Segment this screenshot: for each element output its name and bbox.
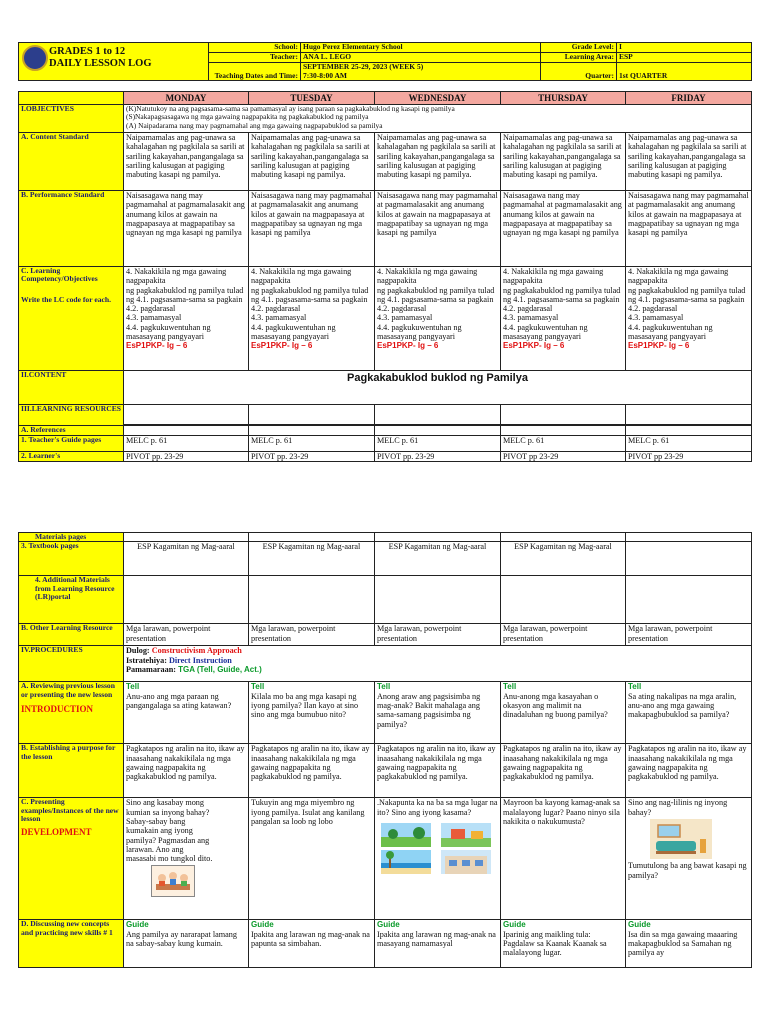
competency-line: 4.3. pamamasyal [251, 313, 307, 323]
review-label: A. Reviewing previous lesson or presenting the new lesson [21, 681, 115, 699]
tg-wed: MELC p. 61 [375, 436, 501, 452]
performance-standard-thu: Naisasagawa nang may pagmamahal at pagmamalasakit ang anumang kilos at gawain na magpapasaya at magpapatibay sa ugnayan ng mga kasapi ng pamilya [501, 191, 626, 267]
lc-code: EsP1PKP- Ig – 6 [126, 341, 188, 351]
review-tue [249, 682, 375, 744]
dates-label: Teaching Dates and Time: [209, 63, 301, 81]
dulog-label: Dulog: [126, 646, 150, 656]
guide-tag: Guide [251, 920, 274, 930]
tg-fri: MELC p. 61 [626, 436, 752, 452]
review-fri [626, 682, 752, 744]
competency-line: 4.4. pagkukuwentuhan ng masasayang pangyayari [628, 322, 713, 342]
competency-wed [375, 267, 501, 371]
additional-label: 4. Additional Materials from Learning Resource (LR)portal [19, 576, 124, 624]
lm-label-cont: Materials pages [19, 533, 124, 542]
quarter-value: 1st QUARTER [617, 63, 752, 81]
pamamaraan-value: TGA (Tell, Guide, Act.) [178, 665, 262, 674]
review-text: Kilala mo ba ang mga kasapi ng iyong pamilya? Ilan kayo at sino sino ang mga bumubuo nito? [251, 691, 359, 720]
presenting-text: .Nakapunta ka na ba sa mga lugar na ito? Sino ang iyong kasama? [377, 798, 498, 817]
purpose-tue: Pagkatapos ng aralin na ito, ikaw ay inaasahang nakakikilala ng mga gawaing nagpapakita ng pagkakabuklod ng pamilya. [249, 744, 375, 798]
other-thu: Mga larawan, powerpoint presentation [501, 624, 626, 646]
purpose-wed: Pagkatapos ng aralin na ito, ikaw ay inaasahang nakakikilala ng mga gawaing nagpapakita ng pagkakabuklod ng pamilya. [375, 744, 501, 798]
review-label-cell [19, 682, 124, 744]
other-mon: Mga larawan, powerpoint presentation [124, 624, 249, 646]
lesson-log-part-1 [18, 42, 751, 462]
area-value: ESP [617, 53, 752, 63]
competency-write: Write the LC code for each. [21, 294, 111, 304]
competency-line: 4.2. pagdarasal [251, 304, 301, 314]
competency-line: ng pagkakabuklod ng pamilya tulad ng 4.1. pagsasama-sama sa pagkain [628, 285, 746, 304]
header-title-cell [19, 43, 209, 81]
review-text: Anu-anong mga kasayahan o okasyon ang malimit na dinadaluhan ng buong pamilya? [503, 691, 608, 720]
discussing-text: Ipakita ang larawan ng mag-anak na masayang namamasyal [377, 929, 496, 948]
tell-tag: Tell [503, 682, 517, 692]
grade-value: I [617, 43, 752, 53]
tell-tag: Tell [628, 682, 642, 692]
competency-line: 4.3. pamamasyal [503, 313, 559, 323]
school-label: School: [209, 43, 301, 53]
lm-wed: PIVOT pp. 23-29 [375, 452, 501, 462]
objective-s: (S)Nakapagsasagawa ng mga gawaing nagpapakita ng pagkakabuklod ng pamilya [126, 112, 369, 122]
competency-thu [501, 267, 626, 371]
review-text: Anu-ano ang mga paraan ng pangangalaga sa ating katawan? [126, 691, 232, 710]
references-label: A. References [19, 426, 124, 436]
discussing-wed [375, 920, 501, 968]
guide-tag: Guide [126, 920, 149, 930]
discussing-tue [249, 920, 375, 968]
performance-standard-label: B. Performance Standard [19, 191, 124, 267]
review-mon [124, 682, 249, 744]
dates-cell [301, 63, 541, 81]
competency-line: 4.2. pagdarasal [503, 304, 553, 314]
other-tue: Mga larawan, powerpoint presentation [249, 624, 375, 646]
day-thursday: THURSDAY [501, 92, 626, 105]
presenting-wed [375, 798, 501, 920]
mall-image [441, 850, 491, 874]
content-standard-wed: Naipamamalas ang pag-unawa sa kahalagahan ng pagkilala sa sarili at sariling kakayahan,pangangalaga sa sariling kalusugan at pagiging mabuting kasapi ng pamilya. [375, 133, 501, 191]
lm-fri: PIVOT pp 23-29 [626, 452, 752, 462]
development-label: DEVELOPMENT [21, 826, 92, 837]
tb-tue: ESP Kagamitan ng Mag-aaral [249, 542, 375, 576]
review-text: Anong araw ang pagsisimba ng mag-anak? Bakit mahalaga ang sama-samang pagsisimba ng pamilya? [377, 691, 481, 729]
competency-tue [249, 267, 375, 371]
competency-line: 4. Nakakikila ng mga gawaing nagpapakita [503, 267, 604, 286]
competency-line: 4.3. pamamasyal [628, 313, 684, 323]
procedures-cell [124, 646, 752, 682]
tg-label: 1. Teacher's Guide pages [19, 436, 124, 452]
teacher-value: ANA L. LEGO [301, 53, 541, 63]
competency-line: 4. Nakakikila ng mga gawaing nagpapakita [251, 267, 352, 286]
review-text: Sa ating nakalipas na mga aralin, anu-ano ang mga gawaing makapagbubuklod sa pamilya? [628, 691, 737, 720]
title-line2: DAILY LESSON LOG [49, 58, 152, 69]
lesson-table-2 [18, 532, 752, 968]
competency-line: ng pagkakabuklod ng pamilya tulad ng 4.1. pagsasama-sama sa pagkain [126, 285, 244, 304]
discussing-fri [626, 920, 752, 968]
competency-line: 4.2. pagdarasal [377, 304, 427, 314]
tb-thu: ESP Kagamitan ng Mag-aaral [501, 542, 626, 576]
content-standard-label: A. Content Standard [19, 133, 124, 191]
competency-line: 4. Nakakikila ng mga gawaing nagpapakita [126, 267, 227, 286]
istratehiya-line [126, 656, 749, 665]
lesson-table-1 [18, 91, 752, 462]
pamamaraan-label: Pamamaraan: [126, 665, 177, 674]
tell-tag: Tell [377, 682, 391, 692]
purpose-fri: Pagkatapos ng aralin na ito, ikaw ay inaasahang nakakikilala ng mga gawaing nagpapakita ng pagkakabuklod ng pamilya. [626, 744, 752, 798]
lm-tue: PIVOT pp. 23-29 [249, 452, 375, 462]
lc-code: EsP1PKP- Ig – 6 [377, 341, 439, 351]
competency-line: 4.4. pagkukuwentuhan ng masasayang pangyayari [503, 322, 588, 342]
competency-line: ng pagkakabuklod ng pamilya tulad ng 4.1. pagsasama-sama sa pagkain [377, 285, 495, 304]
presenting-fri [626, 798, 752, 920]
purpose-label: B. Establishing a purpose for the lesson [19, 744, 124, 798]
discussing-text: Ang pamilya ay nararapat lamang na sabay-sabay kung kumain. [126, 929, 237, 948]
discussing-mon [124, 920, 249, 968]
content-standard-fri: Naipamamalas ang pag-unawa sa kahalagahan ng pagkilala sa sarili at sariling kakayahan,pangangalaga sa sariling kalusugan at pagiging mabuting kasapi ng pamilya. [626, 133, 752, 191]
other-fri: Mga larawan, powerpoint presentation [626, 624, 752, 646]
dulog-line [126, 646, 749, 655]
competency-fri [626, 267, 752, 371]
competency-line: 4.3. pamamasyal [377, 313, 433, 323]
content-title: Pagkakabuklod buklod ng Pamilya [124, 371, 752, 405]
presenting-thu: Mayroon ba kayong kamag-anak sa malalayong lugar? Paano ninyo sila nakikita o nakukumusta? [501, 798, 626, 920]
objective-a: (A) Naipadarama nang may pagmamahal ang mga gawaing nagpapabuklod sa pamilya [126, 120, 383, 130]
guide-tag: Guide [377, 920, 400, 930]
header-table [18, 42, 752, 81]
tb-wed: ESP Kagamitan ng Mag-aaral [375, 542, 501, 576]
competency-mon [124, 267, 249, 371]
competency-line: 4.4. pagkukuwentuhan ng masasayang pangyayari [126, 322, 211, 342]
lm-mon: PIVOT pp. 23-29 [124, 452, 249, 462]
discussing-text: Ipakita ang larawan ng mag-anak na papunta sa simbahan. [251, 929, 370, 948]
tg-thu: MELC p. 61 [501, 436, 626, 452]
lm-label: 2. Learner's [19, 452, 124, 462]
presenting-label: C. Presenting examples/Instances of the new lesson [21, 797, 119, 824]
competency-line: ng pagkakabuklod ng pamilya tulad ng 4.1. pagsasama-sama sa pagkain [251, 285, 369, 304]
competency-line: 4.2. pagdarasal [126, 304, 176, 314]
day-monday: MONDAY [124, 92, 249, 105]
performance-standard-tue: Naisasagawa nang may pagmamahal at pagmamalasakit ang anumang kilos at gawain na magpapasaya at magpapatibay sa ugnayan ng mga kasapi ng pamilya [249, 191, 375, 267]
discussing-thu [501, 920, 626, 968]
tg-mon: MELC p. 61 [124, 436, 249, 452]
lesson-log-part-2 [18, 532, 751, 968]
tb-mon: ESP Kagamitan ng Mag-aaral [124, 542, 249, 576]
area-label: Learning Area: [541, 53, 617, 63]
content-standard-mon: Naipamamalas ang pag-unawa sa kahalagahan ng pagkilala sa sarili at sariling kakayahan,pangangalaga sa sariling kalusugan at pagiging mabuting kasapi ng pamilya. [124, 133, 249, 191]
review-wed [375, 682, 501, 744]
presenting-friday-extra: Tumutulong ba ang bawat kasapi ng pamilya? [628, 861, 747, 880]
competency-line: ng pagkakabuklod ng pamilya tulad ng 4.1. pagsasama-sama sa pagkain [503, 285, 621, 304]
family-eating-image [151, 865, 195, 897]
competency-line: 4.4. pagkukuwentuhan ng masasayang pangyayari [377, 322, 462, 342]
competency-line: 4.3. pamamasyal [126, 313, 182, 323]
day-wednesday: WEDNESDAY [375, 92, 501, 105]
purpose-mon: Pagkatapos ng aralin na ito, ikaw ay inaasahang nakakikilala ng mga gawaing nagpapakita ng pagkakabuklod ng pamilya. [124, 744, 249, 798]
competency-label: C. Learning Competency/Objectives [21, 266, 98, 284]
dates-value: SEPTEMBER 25-29, 2023 (WEEK 5) [303, 62, 424, 71]
presenting-text: Sino ang nag-lilinis ng inyong bahay? [628, 798, 728, 817]
competency-line: 4. Nakakikila ng mga gawaing nagpapakita [377, 267, 478, 286]
content-standard-tue: Naipamamalas ang pag-unawa sa kahalagahan ng pagkilala sa sarili at sariling kakayahan,pangangalaga sa sariling kalusugan at pagiging mabuting kasapi ng pamilya. [249, 133, 375, 191]
discussing-text: Iparinig ang maikling tula: Pagdalaw sa Kaanak Kaanak sa malalayong lugar. [503, 929, 607, 958]
competency-label-cell [19, 267, 124, 371]
lc-code: EsP1PKP- Ig – 6 [503, 341, 565, 351]
title-line1: GRADES 1 to 12 [49, 46, 126, 57]
dulog-value: Constructivism Approach [151, 646, 242, 656]
content-standard-thu: Naipamamalas ang pag-unawa sa kahalagahan ng pagkilala sa sarili at sariling kakayahan,pangangalaga sa sariling kalusugan at pagiging mabuting kasapi ng pamilya. [501, 133, 626, 191]
quarter-label: Quarter: [541, 63, 617, 81]
living-room-image [650, 819, 712, 859]
lm-thu: PIVOT pp 23-29 [501, 452, 626, 462]
school-value: Hugo Perez Elementary School [301, 43, 541, 53]
guide-tag: Guide [503, 920, 526, 930]
park-image [381, 823, 431, 847]
objectives-label: I.OBJECTIVES [19, 105, 124, 133]
performance-standard-wed: Naisasagawa nang may pagmamahal at pagmamalasakit ang anumang kilos at gawain na magpapasaya at magpapatibay sa ugnayan ng mga kasapi ng pamilya [375, 191, 501, 267]
objectives-cell [124, 105, 752, 133]
other-wed: Mga larawan, powerpoint presentation [375, 624, 501, 646]
tb-label: 3. Textbook pages [19, 542, 124, 576]
resources-label: III.LEARNING RESOURCES [19, 405, 124, 426]
discussing-label: D. Discussing new concepts and practicing new skills # 1 [19, 920, 124, 968]
objective-k: (K)Natutukoy na ang pagsasama-sama sa pamamasyal ay isang paraan sa pagkakabuklod ng kasapi ng pamilya [126, 104, 455, 113]
guide-tag: Guide [628, 920, 651, 930]
presenting-label-cell [19, 798, 124, 920]
presenting-mon [124, 798, 249, 920]
grade-label: Grade Level: [541, 43, 617, 53]
competency-line: 4. Nakakikila ng mga gawaing nagpapakita [628, 267, 729, 286]
performance-standard-fri: Naisasagawa nang may pagmamahal at pagmamalasakit ang anumang kilos at gawain na magpapasaya at magpapatibay sa ugnayan ng mga kasapi ng pamilya [626, 191, 752, 267]
discussing-text: Isa din sa mga gawaing maaaring makapagbuklod sa Samahan ng pamilya ay [628, 929, 738, 958]
other-label: B. Other Learning Resource [19, 624, 124, 646]
pamamaraan-line [126, 665, 749, 674]
day-tuesday: TUESDAY [249, 92, 375, 105]
competency-line: 4.2. pagdarasal [628, 304, 678, 314]
places-images [381, 823, 498, 874]
introduction-label: INTRODUCTION [21, 704, 94, 715]
deped-seal-icon [22, 45, 48, 71]
tell-tag: Tell [126, 682, 140, 692]
time-value: 7:30-8:00 AM [303, 70, 347, 80]
lc-code: EsP1PKP- Ig – 6 [251, 341, 313, 351]
procedures-label: IV.PROCEDURES [19, 646, 124, 682]
beach-image [381, 850, 431, 874]
purpose-thu: Pagkatapos ng aralin na ito, ikaw ay inaasahang nakakikilala ng mga gawaing nagpapakita ng pagkakabuklod ng pamilya. [501, 744, 626, 798]
presenting-tue: Tukuyin ang mga miyembro ng iyong pamilya. Isulat ang kanilang pangalan sa loob ng lobo [249, 798, 375, 920]
competency-line: 4.4. pagkukuwentuhan ng masasayang pangyayari [251, 322, 336, 342]
presenting-text: Sino ang kasabay mong kumian sa inyong bahay? Sabay-sabay bang kumakain ang iyong pamilya? Pagmasdan ang larawan. Ano ang masasabi mo tungkol dito. [126, 798, 213, 864]
teacher-label: Teacher: [209, 53, 301, 63]
day-friday: FRIDAY [626, 92, 752, 105]
istratehiya-value: Direct Instruction [168, 655, 232, 665]
istratehiya-label: Istratehiya: [126, 655, 167, 665]
performance-standard-mon: Naisasagawa nang may pagmamahal at pagmamalasakit ang anumang kilos at gawain na magpapasaya at magpapatibay sa ugnayan ng mga kasapi ng pamilya [124, 191, 249, 267]
playground-image [441, 823, 491, 847]
review-thu [501, 682, 626, 744]
content-label: II.CONTENT [19, 371, 124, 405]
lc-code: EsP1PKP- Ig – 6 [628, 341, 690, 351]
tg-tue: MELC p. 61 [249, 436, 375, 452]
tell-tag: Tell [251, 682, 265, 692]
